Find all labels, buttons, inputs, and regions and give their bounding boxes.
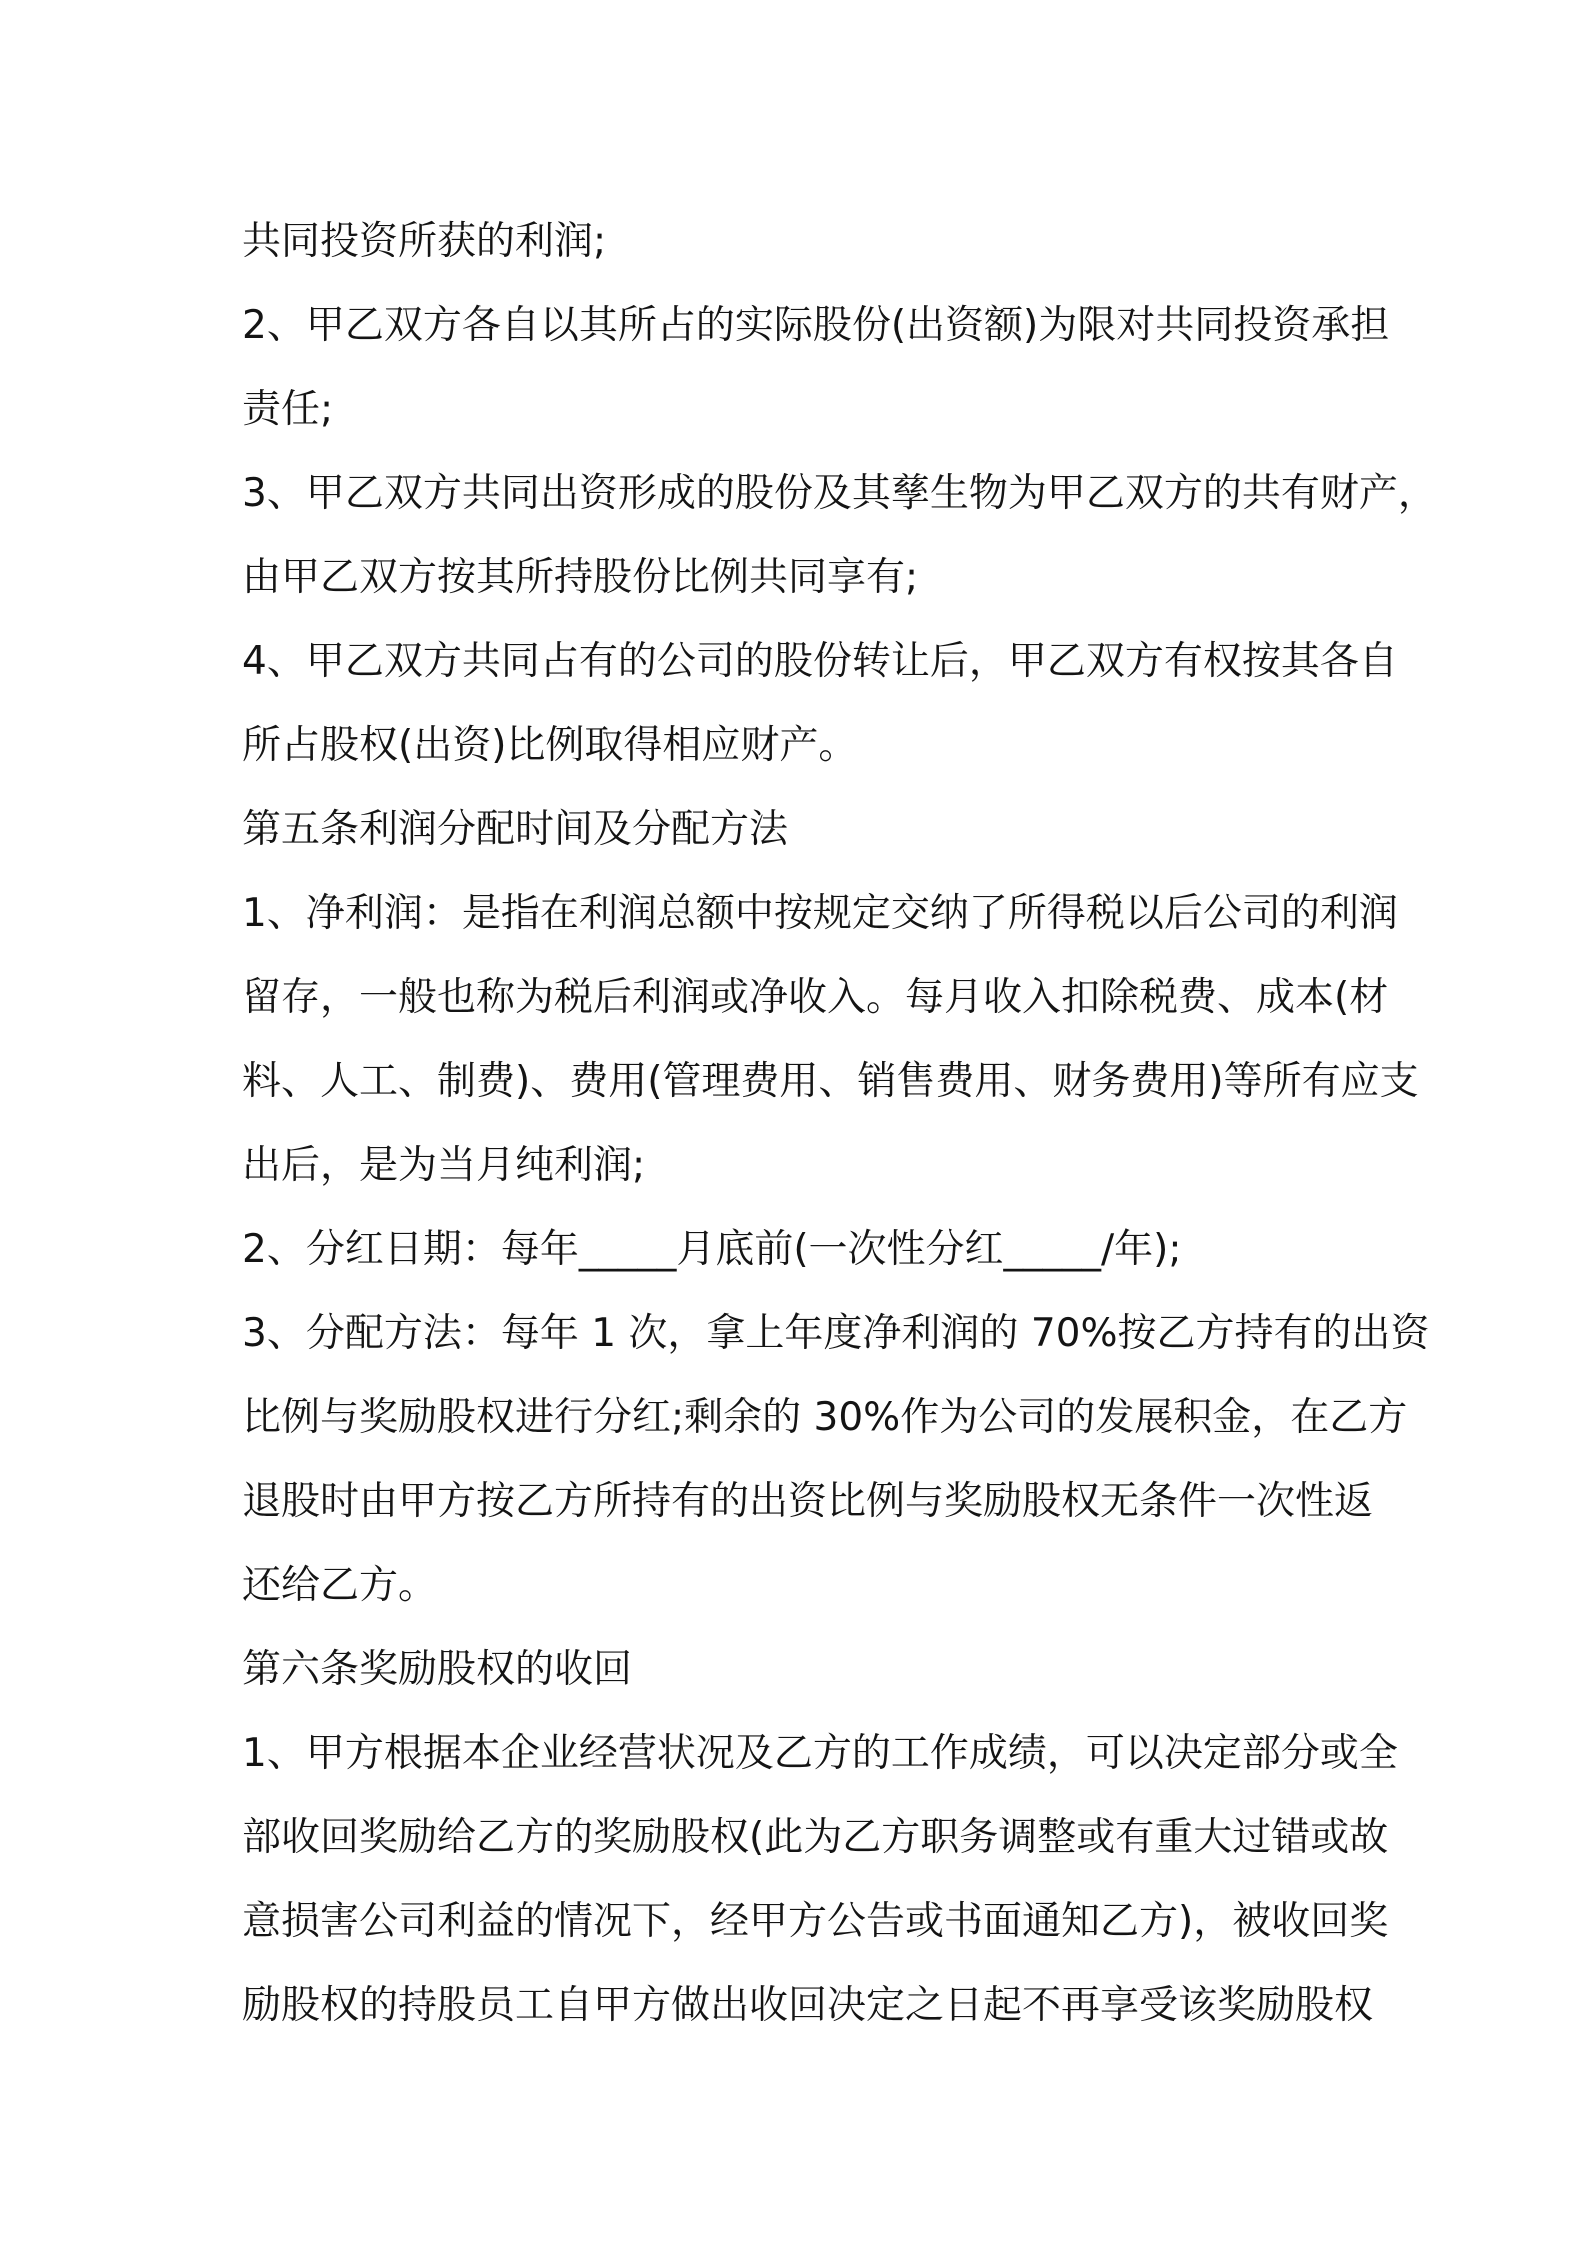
- text-line-6: 4、甲乙双方共同占有的公司的股份转让后，甲乙双方有权按其各自: [242, 639, 1398, 684]
- section-heading-article-6: 第六条奖励股权的收回: [242, 1647, 633, 1692]
- text-line-9: 1、净利润：是指在利润总额中按规定交纳了所得税以后公司的利润: [242, 891, 1398, 936]
- text-line-22: 励股权的持股员工自甲方做出收回决定之日起不再享受该奖励股权: [242, 1983, 1374, 2028]
- text-line-7: 所占股权(出资)比例取得相应财产。: [242, 723, 858, 768]
- document-body: [242, 200, 1437, 2048]
- text-line-2: 2、甲乙双方各自以其所占的实际股份(出资额)为限对共同投资承担: [242, 303, 1390, 348]
- section-heading-article-5: 第五条利润分配时间及分配方法: [242, 807, 789, 852]
- text-line-4: 3、甲乙双方共同出资形成的股份及其孳生物为甲乙双方的共有财产，: [242, 471, 1437, 516]
- text-line-19: 1、甲方根据本企业经营状况及乙方的工作成绩，可以决定部分或全: [242, 1731, 1398, 1776]
- text-line-5: 由甲乙双方按其所持股份比例共同享有;: [242, 555, 919, 600]
- text-line-11: 料、人工、制费)、费用(管理费用、销售费用、财务费用)等所有应支: [242, 1059, 1419, 1104]
- text-line-15: 比例与奖励股权进行分红;剩余的 30%作为公司的发展积金，在乙方: [242, 1395, 1408, 1440]
- text-line-3: 责任;: [242, 387, 334, 432]
- text-line-12: 出后，是为当月纯利润;: [242, 1143, 646, 1188]
- text-line-14: 3、分配方法：每年 1 次，拿上年度净利润的 70%按乙方持有的出资: [242, 1311, 1430, 1356]
- text-line-13: 2、分红日期：每年_____月底前(一次性分红_____/年);: [242, 1227, 1182, 1272]
- text-line-21: 意损害公司利益的情况下，经甲方公告或书面通知乙方)，被收回奖: [242, 1899, 1389, 1944]
- text-line-1: 共同投资所获的利润;: [242, 219, 607, 264]
- text-line-10: 留存，一般也称为税后利润或净收入。每月收入扣除税费、成本(材: [242, 975, 1389, 1020]
- text-line-17: 还给乙方。: [242, 1563, 438, 1608]
- text-line-20: 部收回奖励给乙方的奖励股权(此为乙方职务调整或有重大过错或故: [242, 1815, 1389, 1860]
- text-line-16: 退股时由甲方按乙方所持有的出资比例与奖励股权无条件一次性返: [242, 1479, 1374, 1524]
